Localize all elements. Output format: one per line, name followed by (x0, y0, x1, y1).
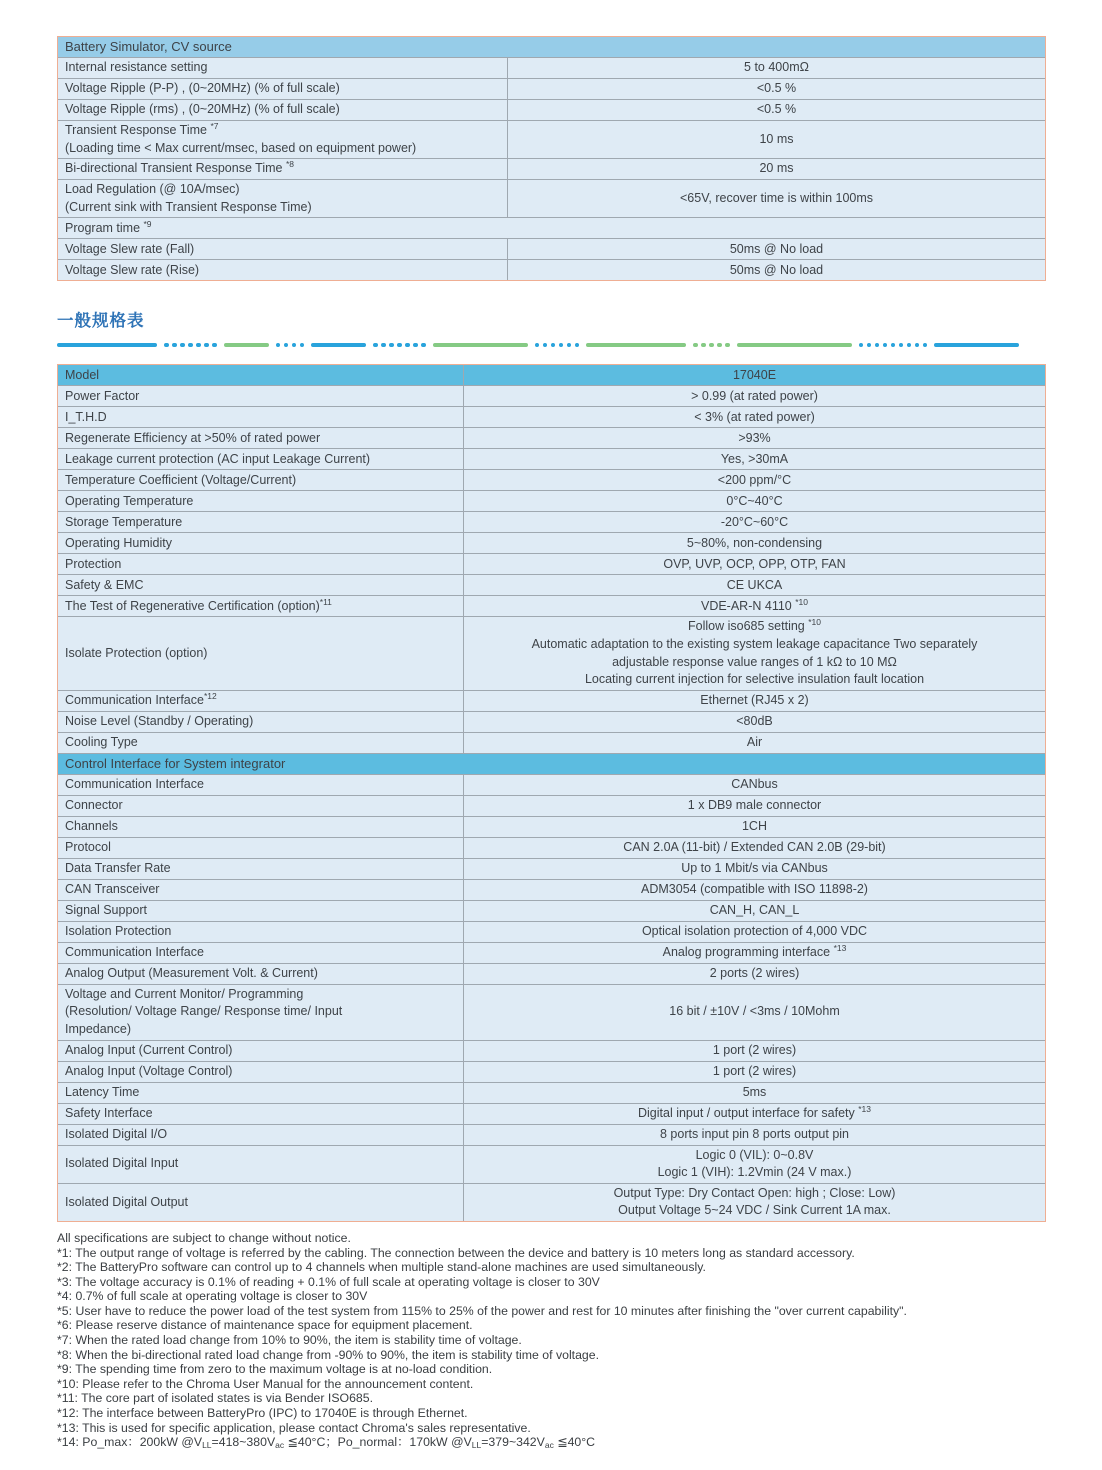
general-spec-table (57, 364, 1046, 1222)
row-label: Voltage Ripple (P-P) , (0~20MHz) (% of full scale) (58, 79, 508, 99)
footnote-line: *11: The core part of isolated states is via Bender ISO685. (57, 1391, 374, 1406)
row-label: Voltage Ripple (rms) , (0~20MHz) (% of full scale) (58, 100, 508, 120)
divider-dash (934, 343, 1019, 348)
row-value: 1CH (741, 818, 767, 833)
divider-dash (224, 343, 269, 348)
table-row (58, 795, 1045, 816)
divider-dots (693, 343, 730, 348)
table-row (58, 469, 1045, 490)
row-label: Model (58, 365, 464, 385)
footnote-line: *3: The voltage accuracy is 0.1% of reading + 0.1% of full scale at operating voltage is closer to 30V (57, 1274, 600, 1289)
table-row (58, 37, 1045, 57)
row-value: 16 bit / ±10V / <3ms / 10Mohm (669, 1004, 840, 1019)
row-value: 2 ports (2 wires) (709, 965, 800, 980)
table-row (58, 1124, 1045, 1145)
row-label: Isolated Digital Output (58, 1184, 464, 1221)
row-value: 17040E (732, 367, 777, 382)
row-label: The Test of Regenerative Certification (option)$^{*11}$ (58, 596, 464, 616)
row-label: Regenerate Efficiency at >50% of rated power (58, 428, 464, 448)
divider-dots (535, 343, 580, 348)
footnotes (57, 1231, 1057, 1450)
row-label: Transient Response Time $^{*7}$ (Loading time < Max current/msec, based on equipment power) (58, 121, 508, 158)
row-label: Isolation Protection (58, 922, 464, 942)
row-label: Temperature Coefficient (Voltage/Current) (58, 470, 464, 490)
row-label: Connector (58, 796, 464, 816)
row-value: ADM3054 (compatible with ISO 11898-2) (641, 881, 868, 896)
row-value: Air (746, 734, 763, 749)
row-value: 5~80%, non-condensing (686, 535, 823, 550)
row-label: Isolated Digital Input (58, 1146, 464, 1183)
row-value: CAN_H, CAN_L (709, 902, 800, 917)
row-value: 5 to 400mΩ (744, 60, 809, 75)
row-value: Logic 0 (VIL): 0~0.8V Logic 1 (VIH): 1.2Vmin (24 V max.) (657, 1147, 852, 1180)
row-label: CAN Transceiver (58, 880, 464, 900)
table-row (58, 963, 1045, 984)
row-label: Power Factor (58, 386, 464, 406)
row-value: 10 ms (759, 131, 794, 146)
row-value: 20 ms (759, 161, 794, 176)
table-row (58, 259, 1045, 280)
row-value: -20°C~60°C (720, 514, 789, 529)
row-label: Safety Interface (58, 1104, 464, 1124)
table-row (58, 553, 1045, 574)
row-value: VDE-AR-N 4110 $^{*10}$ (700, 596, 808, 613)
row-label: Analog Output (Measurement Volt. & Current) (58, 964, 464, 984)
general-spec-section-title: 一般规格表 (57, 312, 145, 331)
row-label: Program time $^{*9}$ (65, 218, 152, 235)
row-value: < 3% (at rated power) (694, 409, 815, 424)
row-label: Communication Interface (58, 775, 464, 795)
table-row (58, 774, 1045, 795)
row-value: CE UKCA (726, 577, 783, 592)
table-row (58, 1183, 1045, 1221)
table-row (58, 385, 1045, 406)
table-row (58, 574, 1045, 595)
table-row (58, 921, 1045, 942)
footnote-line: *10: Please refer to the Chroma User Manual for the announcement content. (57, 1376, 474, 1391)
row-value: Ethernet (RJ45 x 2) (700, 692, 809, 707)
table-row (58, 406, 1045, 427)
table-row (58, 78, 1045, 99)
section-divider-line (57, 342, 1046, 347)
row-value: <200 ppm/°C (717, 472, 792, 487)
row-value: 1 port (2 wires) (712, 1042, 797, 1057)
table-row (58, 99, 1045, 120)
row-label: Operating Temperature (58, 491, 464, 511)
row-label: Voltage Slew rate (Rise) (58, 260, 508, 280)
table-row (58, 837, 1045, 858)
row-label: Bi-directional Transient Response Time $^{*8}$ (58, 159, 508, 179)
table-row (58, 816, 1045, 837)
footnote-line: *4: 0.7% of full scale at operating voltage is closer to 30V (57, 1289, 368, 1304)
table-row (58, 532, 1045, 553)
footnote-line: All specifications are subject to change without notice. (57, 1230, 351, 1245)
table-row (58, 690, 1045, 711)
table-row (58, 879, 1045, 900)
row-value: 50ms @ No load (729, 262, 824, 277)
row-value: <80dB (736, 713, 773, 728)
row-value: <0.5 % (756, 81, 797, 96)
table-row (58, 158, 1045, 179)
row-value: <0.5 % (756, 102, 797, 117)
row-label: Isolate Protection (option) (58, 617, 464, 689)
table-row (58, 490, 1045, 511)
footnote-line: *6: Please reserve distance of maintenance space for equipment placement. (57, 1318, 473, 1333)
divider-dots (373, 343, 426, 348)
table-row (58, 1082, 1045, 1103)
row-value: Yes, >30mA (720, 451, 789, 466)
table-row (58, 595, 1045, 616)
table-row (58, 365, 1045, 385)
table-row (58, 616, 1045, 689)
row-value: Follow iso685 setting $^{*10}$ Automatic adaptation to the existing system leakage capacitance Two separately adjustable response value ranges of 1 kΩ to 10 MΩ Locating current injection for selective insulation fault location (531, 617, 978, 687)
row-label: Signal Support (58, 901, 464, 921)
row-label: Analog Input (Voltage Control) (58, 1062, 464, 1082)
row-value: OVP, UVP, OCP, OPP, OTP, FAN (663, 556, 846, 571)
divider-dash (586, 343, 686, 348)
table-row (58, 427, 1045, 448)
row-value: Optical isolation protection of 4,000 VDC (641, 923, 868, 938)
row-label: Operating Humidity (58, 533, 464, 553)
row-label: Cooling Type (58, 733, 464, 753)
footnote-line: *13: This is used for specific application, please contact Chroma's sales representative. (57, 1420, 531, 1435)
divider-dots (859, 343, 928, 348)
row-value: 1 port (2 wires) (712, 1063, 797, 1078)
divider-dots (164, 343, 217, 348)
footnote-line: *1: The output range of voltage is referred by the cabling. The connection between the device and battery is 10 meters long as standard accessory. (57, 1245, 855, 1260)
divider-dash (57, 343, 157, 348)
row-label: Channels (58, 817, 464, 837)
battery-simulator-cv-source-table (57, 36, 1046, 281)
row-label: Leakage current protection (AC input Leakage Current) (58, 449, 464, 469)
row-label: Internal resistance setting (58, 58, 508, 78)
table-row (58, 179, 1045, 217)
row-value: 50ms @ No load (729, 241, 824, 256)
row-value: 1 x DB9 male connector (687, 797, 822, 812)
row-label: Isolated Digital I/O (58, 1125, 464, 1145)
divider-dots (276, 343, 305, 348)
row-label: Latency Time (58, 1083, 464, 1103)
row-label: Analog Input (Current Control) (58, 1041, 464, 1061)
row-label: Safety & EMC (58, 575, 464, 595)
row-label: Data Transfer Rate (58, 859, 464, 879)
table-row (58, 984, 1045, 1040)
row-value: Digital input / output interface for safety $^{*13}$ (637, 1103, 872, 1120)
row-value: >93% (738, 430, 771, 445)
divider-dash (311, 343, 366, 348)
row-label: Communication Interface$^{*12}$ (58, 691, 464, 711)
table-row (58, 1103, 1045, 1124)
row-value: Analog programming interface $^{*13}$ (662, 942, 847, 959)
table-row (58, 1040, 1045, 1061)
table-row (58, 900, 1045, 921)
table-section-header: Battery Simulator, CV source (65, 39, 232, 55)
row-value: <65V, recover time is within 100ms (679, 190, 874, 205)
table-row (58, 217, 1045, 238)
row-label: Voltage and Current Monitor/ Programming (Resolution/ Voltage Range/ Response time/ Input Impedance) (58, 985, 464, 1040)
row-value: > 0.99 (at rated power) (691, 388, 818, 403)
table-row (58, 711, 1045, 732)
row-label: Protocol (58, 838, 464, 858)
footnote-line: *14: Po_max：200kW $@V_{LL}=418\sim 380V_{ac}$ ≦40°C；Po_normal：170kW $@V_{LL}=379\sim 342V_{ac}$ ≦40°C (57, 1435, 596, 1451)
table-row (58, 858, 1045, 879)
table-row (58, 753, 1045, 774)
footnote-line: *9: The spending time from zero to the maximum voltage is at no-load condition. (57, 1362, 493, 1377)
table-row (58, 1145, 1045, 1183)
divider-dash (433, 343, 528, 348)
row-label: Protection (58, 554, 464, 574)
footnote-line: *2: The BatteryPro software can control up to 4 channels when multiple stand-alone machines are used simultaneously. (57, 1260, 706, 1275)
table-row (58, 732, 1045, 753)
row-label: I_T.H.D (58, 407, 464, 427)
row-value: 8 ports input pin 8 ports output pin (659, 1126, 849, 1141)
table-row (58, 57, 1045, 78)
footnote-line: *8: When the bi-directional rated load change from -90% to 90%, the item is stability time of voltage. (57, 1347, 600, 1362)
row-label: Communication Interface (58, 943, 464, 963)
divider-dash (737, 343, 852, 348)
table-row (58, 448, 1045, 469)
footnote-line: *12: The interface between BatteryPro (IPC) to 17040E is through Ethernet. (57, 1406, 468, 1421)
row-value: 5ms (742, 1084, 767, 1099)
footnote-line: *7: When the rated load change from 10% to 90%, the item is stability time of voltage. (57, 1333, 522, 1348)
table-row (58, 238, 1045, 259)
row-label: Voltage Slew rate (Fall) (58, 239, 508, 259)
row-value: Up to 1 Mbit/s via CANbus (681, 860, 828, 875)
table-row (58, 1061, 1045, 1082)
table-row (58, 120, 1045, 158)
row-value: CAN 2.0A (11-bit) / Extended CAN 2.0B (29-bit) (623, 839, 886, 854)
footnote-line: *5: User have to reduce the power load of the test system from 115% to 25% of the power and rest for 10 minutes after finishing the "over current capability". (57, 1303, 907, 1318)
row-label: Load Regulation (@ 10A/msec) (Current sink with Transient Response Time) (58, 180, 508, 217)
row-label: Storage Temperature (58, 512, 464, 532)
row-value: Output Type: Dry Contact Open: high ; Close: Low) Output Voltage 5~24 VDC / Sink Current 1A max. (613, 1185, 896, 1218)
row-value: 0°C~40°C (726, 493, 783, 508)
row-label: Noise Level (Standby / Operating) (58, 712, 464, 732)
table-row (58, 942, 1045, 963)
table-row (58, 511, 1045, 532)
table-section-header: Control Interface for System integrator (65, 755, 286, 771)
row-value: CANbus (731, 776, 778, 791)
